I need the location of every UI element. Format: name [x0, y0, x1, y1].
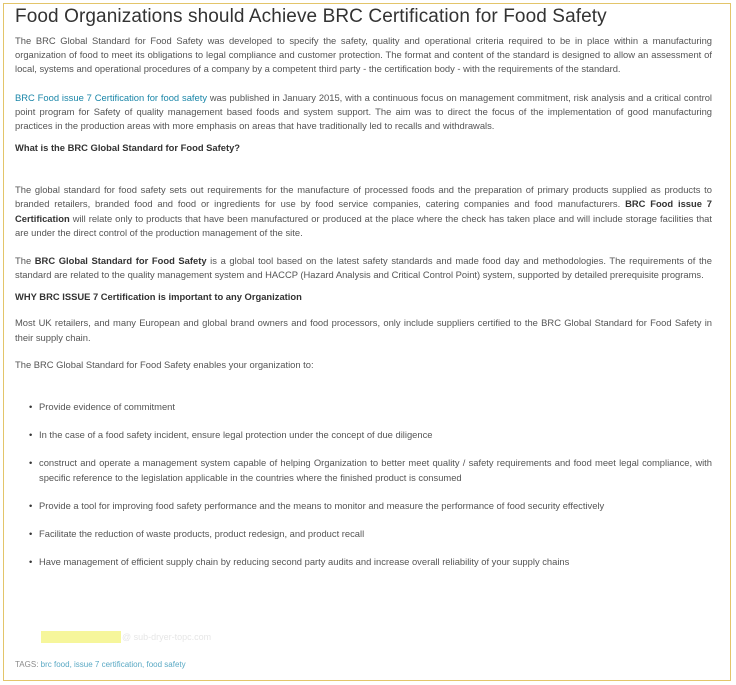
section1-p2-lead: The [15, 255, 35, 267]
bullet-icon: • [29, 528, 33, 540]
section1-p1-text: The global standard for food safety sets out requirements for the manufacture of processed foods and the preparation of primary products supplied as products to branded retailers, branded food and food or ingredients for use by food service companies, catering companies and food manufacturers. [15, 184, 712, 210]
list-item: • construct and operate a management system capable of helping Organization to better meet quality / safety requirements and food meet legal compliance, with specific reference to the legislation applicable in the countries where the finished product is consumed [29, 457, 712, 483]
section-heading-why-brc: WHY BRC ISSUE 7 Certification is important to any Organization [15, 291, 302, 303]
benefits-list [15, 400, 712, 569]
page-title: Food Organizations should Achieve BRC Certification for Food Safety [15, 6, 607, 27]
section1-p2-bold: BRC Global Standard for Food Safety [34, 255, 207, 267]
section1-p2-rest: is a global tool based on the latest safety standards and made food day and methodologies. The requirements of the standard are related to the quality management system and HACCP (Hazard Analysis and Critical Control Point) system, supported by detailed prerequisite programs. [15, 255, 712, 281]
list-item: • Facilitate the reduction of waste products, product redesign, and product recall [15, 527, 712, 541]
section1-p1-bold: BRC Food issue 7 Certification [15, 198, 712, 224]
section-heading-what-is-brc: What is the BRC Global Standard for Food Safety? [15, 142, 241, 154]
intro-paragraph: The BRC Global Standard for Food Safety was developed to specify the safety, quality and operational criteria required to be in place within a manufacturing organization of food to meet its obligations to legal compliance and customer protection. The format and content of the standard is designed to allow an assessment of local, systems and operational procedures of a company by a competent third party - the certification body - with the requirements of the standard. [15, 35, 712, 75]
faded-watermark-text: @ sub-dryer-topc.com [122, 632, 212, 642]
section1-p1-rest: will relate only to products that have been manufactured or produced at the place where the check has taken place and will include storage facilities that are under the direct control of the production management of the site. [15, 212, 712, 238]
bullet-icon: • [29, 556, 33, 568]
highlight-mark [41, 631, 121, 643]
section1-paragraph-2 [15, 254, 712, 282]
section1-paragraph-1 [15, 183, 712, 240]
brc-issue7-link[interactable]: BRC Food issue 7 Certification for food safety [15, 91, 208, 103]
bullet-icon: • [29, 457, 33, 469]
bullet-icon: • [29, 401, 33, 413]
list-item: • Provide a tool for improving food safety performance and the means to monitor and measure the performance of food security effectively [15, 499, 712, 513]
list-item: • Provide evidence of commitment [15, 400, 712, 414]
article [15, 4, 712, 569]
issue7-text: was published in January 2015, with a continuous focus on management commitment, risk analysis and a critical control point program for Safety of quality management based foods and system support. The aim was to direct the focus of the implementation of good manufacturing practices in the production areas with more emphasis on areas that have traditionally led to recalls and withdrawals. [15, 91, 712, 132]
list-item: • In the case of a food safety incident, ensure legal protection under the concept of due diligence [15, 428, 712, 442]
bullet-icon: • [29, 429, 33, 441]
issue7-paragraph [15, 91, 712, 134]
section2-paragraph-2: The BRC Global Standard for Food Safety enables your organization to: [15, 358, 314, 370]
bullet-icon: • [29, 499, 33, 511]
section2-paragraph-1: Most UK retailers, and many European and global brand owners and food processors, only include suppliers certified to the BRC Global Standard for Food Safety in their supply chain. [15, 317, 712, 343]
list-item: • Have management of efficient supply chain by reducing second party audits and increase overall reliability of your supply chains [15, 555, 712, 569]
tags-line [15, 660, 186, 669]
tag-links[interactable]: brc food, issue 7 certification, food safety [40, 660, 186, 669]
tags-label: TAGS: [15, 660, 39, 669]
